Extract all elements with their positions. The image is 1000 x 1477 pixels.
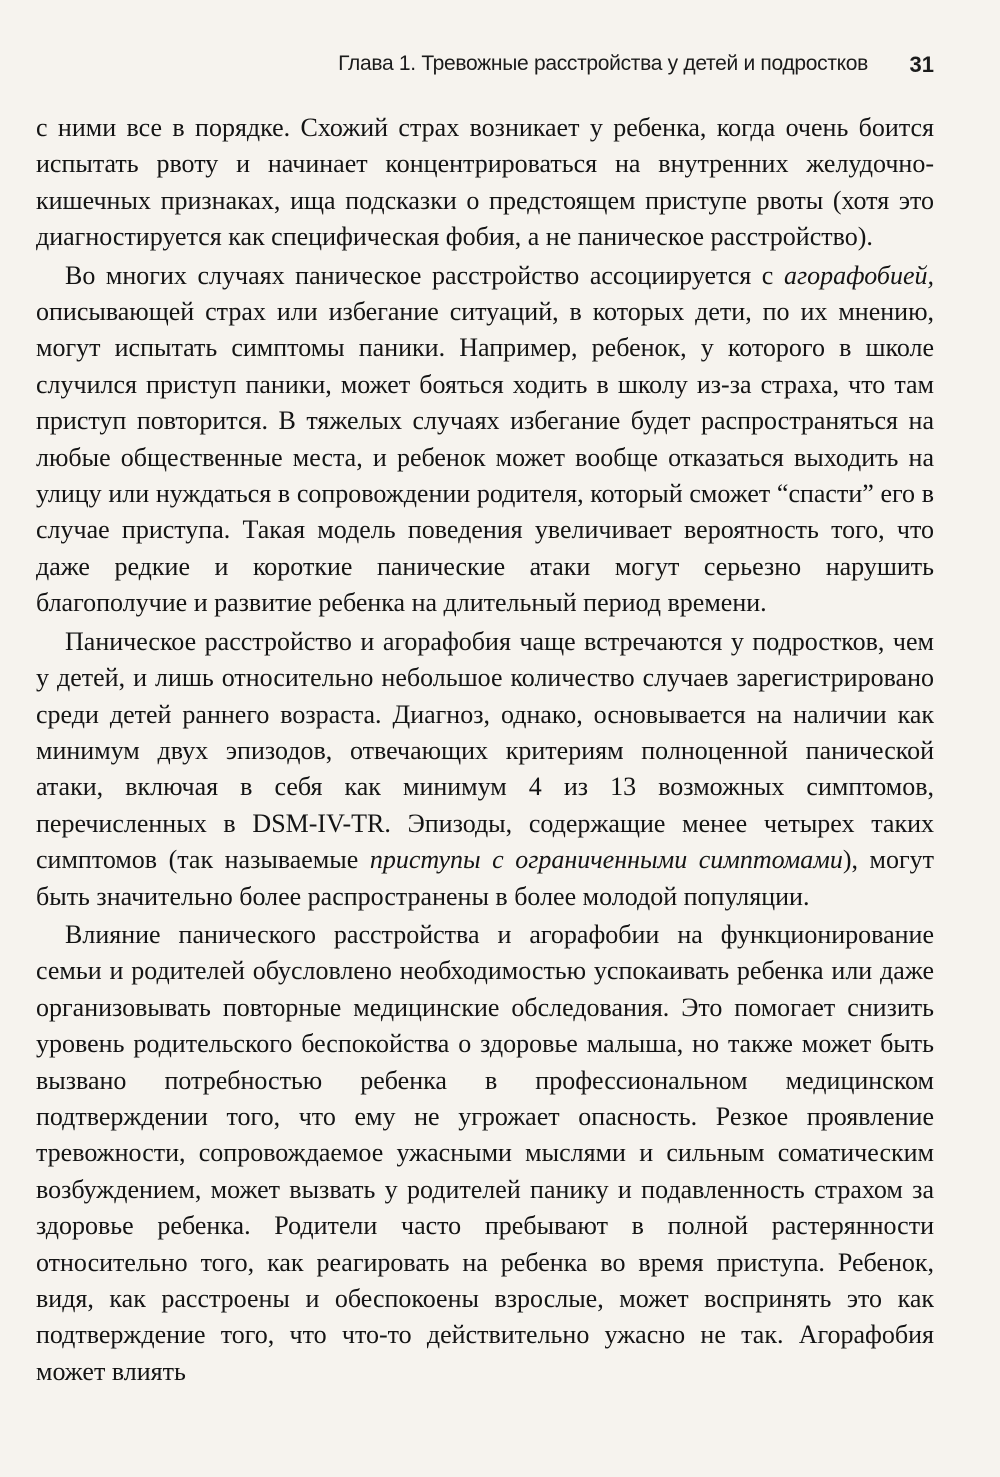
paragraph-text: Во многих случаях паническое расстройство ассоциируется с	[65, 260, 784, 290]
paragraph-text: ), могут быть значительно более распространены в более молодой популяции.	[36, 845, 935, 911]
paragraph-text: Влияние панического расстройства и агорафобии на функционирование семьи и родителей обусловлено необходимостью успокаивать ребенка или даже организовывать повторные медицинские обследования. Это помогает снизить уровень родительского беспокойства о здоровье малыша, но также может быть вызвано потребностью ребенка в профессиональном медицинском подтверждении того, что ему не угрожает опасность. Резкое проявление тревожности, сопровождаемое ужасными мыслями и сильным соматическим возбуждением, может вызвать у родителей панику и подавленность страхом за здоровье ребенка. Родители часто пребывают в полной растерянности относительно того, как реагировать на ребенка во время приступа. Ребенок, видя, как расстроены и обеспокоены взрослые, может воспринять это как подтверждение того, что что-то действительно ужасно не так. Агорафобия может влиять	[36, 919, 934, 1386]
body-text	[36, 110, 934, 1390]
paragraph-2	[36, 258, 934, 622]
paragraph-text: описывающей страх или избегание ситуаций, в которых дети, по их мнению, могут испытать симптомы паники. Например, ребенок, у которого в школе случился приступ паники, может бояться ходить в школу из-за страха, что там приступ повторится. В тяжелых случаях избегание будет распространяться на любые общественные места, и ребенок может вообще отказаться выходить на улицу или нуждаться в сопровождении родителя, который сможет “спасти” его в случае приступа. Такая модель поведения увеличивает вероятность того, что даже редкие и короткие панические атаки могут серьезно нарушить благополучие и развитие ребенка на длительный период времени.	[36, 297, 934, 618]
paragraph-text: с ними все в порядке. Схожий страх возникает у ребенка, когда очень боится испытать рвоту и начинает концентрироваться на внутренних желудочно-кишечных признаках, ища подсказки о предстоящем приступе рвоты (хотя это диагностируется как специфическая фобия, а не паническое расстройство).	[36, 113, 934, 252]
paragraph-1	[36, 110, 934, 256]
page-number: 31	[909, 52, 934, 77]
paragraph-3	[36, 624, 934, 915]
italic-term: приступы с ограниченными симптомами	[369, 845, 843, 875]
chapter-title: Глава 1. Тревожные расстройства у детей и подростков	[338, 52, 868, 75]
running-header	[36, 52, 934, 86]
paragraph-text: Паническое расстройство и агорафобия чаще встречаются у подростков, чем у детей, и лишь относительно небольшое количество случаев зарегистрировано среди детей раннего возраста. Диагноз, однако, основывается на наличии как минимум двух эпизодов, отвечающих критериям полноценной панической атаки, включая в себя как минимум 4 из 13 возможных симптомов, перечисленных в DSM-IV-TR. Эпизоды, содержащие менее четырех таких симптомов (так называемые	[36, 626, 934, 875]
paragraph-4	[36, 917, 934, 1390]
italic-term: агорафобией,	[783, 260, 934, 290]
